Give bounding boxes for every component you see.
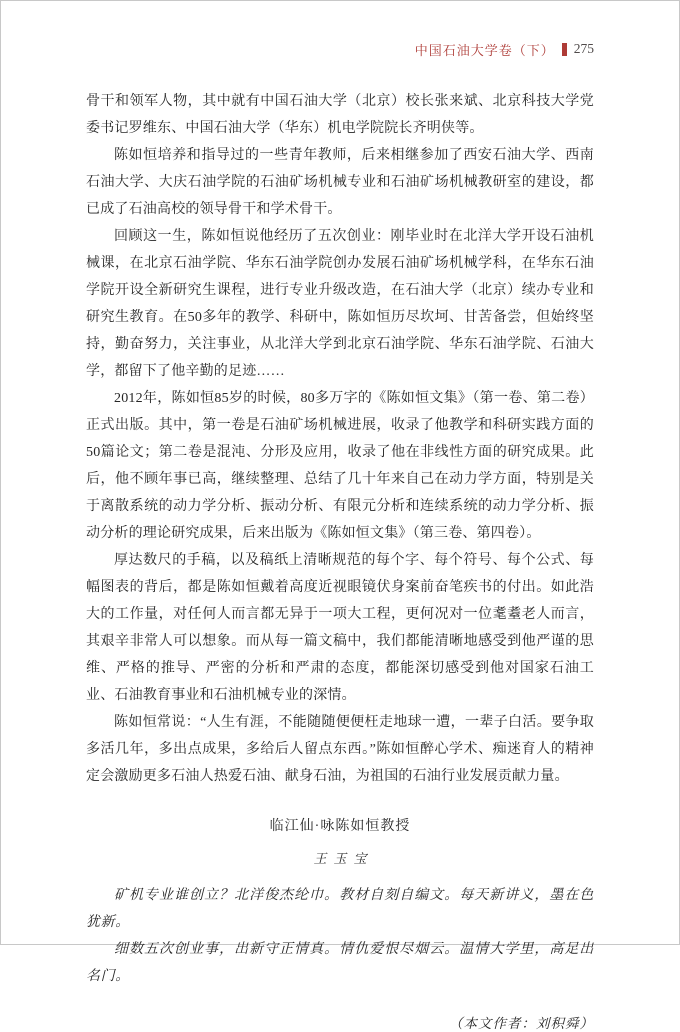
poem-line: 细数五次创业事，出新守正情真。情仇爱恨尽烟云。温情大学里，高足出名门。 — [86, 942, 594, 984]
article-paragraph: 2012年，陈如恒85岁的时候，80多万字的《陈如恒文集》（第一卷、第二卷）正式出版。其中，第一卷是石油矿场机械进展，收录了他教学和科研实践方面的50篇论文；第二卷是混沌、分形及应用，收录了他在非线性方面的研究成果。此后，他不顾年事已高，继续整理、总结了几十年来自己在动力学方面，特别是关于离散系统的动力学分析、振动分析、有限元分析和连续系统的动力学分析、振动分析的理论研究成果，后来出版为《陈如恒文集》（第三卷、第四卷）。 — [86, 391, 594, 541]
header-divider-bar — [562, 43, 567, 56]
article-paragraph: 陈如恒培养和指导过的一些青年教师，后来相继参加了西安石油大学、西南石油大学、大庆石油学院的石油矿场机械专业和石油矿场机械教研室的建设，都已成了石油高校的领导骨干和学术骨干。 — [86, 148, 594, 217]
page-header — [86, 41, 594, 57]
article-paragraph: 厚达数尺的手稿，以及稿纸上清晰规范的每个字、每个符号、每个公式、每幅图表的背后，都是陈如恒戴着高度近视眼镜伏身案前奋笔疾书的付出。如此浩大的工作量，对任何人而言都无异于一项大工程，更何况对一位耄耋老人而言，其艰辛非常人可以想象。而从每一篇文稿中，我们都能清晰地感受到他严谨的思维、严格的推导、严密的分析和严肃的态度，都能深切感受到他对国家石油工业、石油教育事业和石油机械专业的深情。 — [86, 553, 594, 703]
article-paragraph: 骨干和领军人物，其中就有中国石油大学（北京）校长张来斌、北京科技大学党委书记罗维东、中国石油大学（华东）机电学院院长齐明侠等。 — [86, 94, 594, 136]
poem-title: 临江仙·咏陈如恒教授 — [269, 819, 411, 834]
page-number: 275 — [573, 41, 594, 56]
poem-author: 王玉宝 — [313, 851, 374, 866]
volume-title: 中国石油大学卷（下） — [414, 42, 555, 58]
article-body — [86, 88, 594, 790]
article-paragraph: 陈如恒常说：“人生有涯，不能随随便便枉走地球一遭，一辈子白活。要争取多活几年，多出点成果，多给后人留点东西。”陈如恒醉心学术、痴迷育人的精神定会激励更多石油人热爱石油、献身石油，为祖国的石油行业发展贡献力量。 — [86, 715, 594, 784]
author-credit: （本文作者：刘积舜） — [449, 1016, 594, 1031]
article-paragraph: 回顾这一生，陈如恒说他经历了五次创业：刚毕业时在北洋大学开设石油机械课，在北京石油学院、华东石油学院创办发展石油矿场机械学科，在华东石油学院开设全新研究生课程，进行专业升级改造，在石油大学（北京）续办专业和研究生教育。在50多年的教学、科研中，陈如恒历尽坎坷、甘苦备尝，但始终坚持，勤奋努力，关注事业，从北洋大学到北京石油学院、华东石油学院、石油大学，都留下了他辛勤的足迹…… — [86, 229, 594, 379]
poem-body — [86, 882, 594, 990]
poem-line: 矿机专业谁创立？北洋俊杰纶巾。教材自刻自编文。每天新讲义，墨在色犹新。 — [86, 888, 594, 930]
